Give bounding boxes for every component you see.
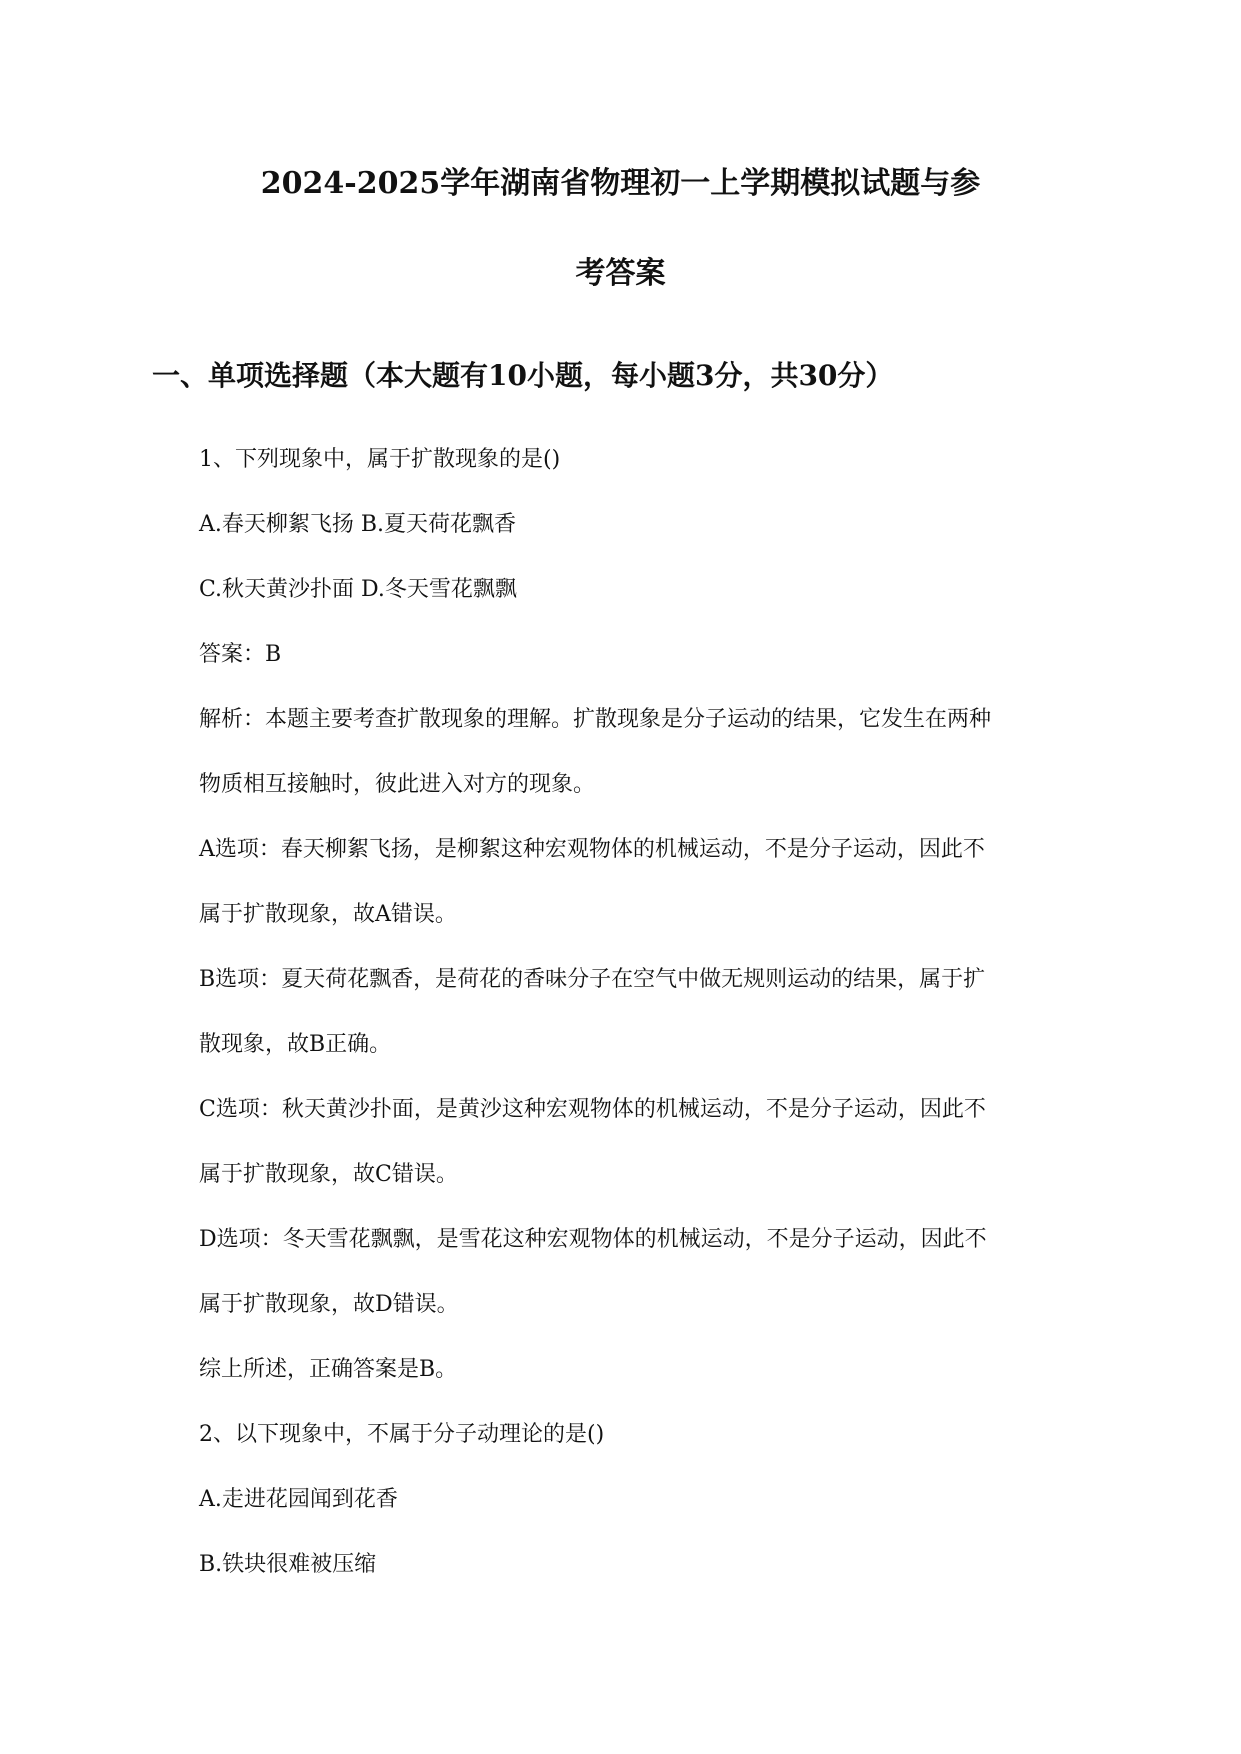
section-heading: 一、单项选择题（本大题有10小题，每小题3分，共30分）	[152, 359, 894, 392]
question-1-analysis-line: C选项：秋天黄沙扑面，是黄沙这种宏观物体的机械运动，不是分子运动，因此不	[199, 1097, 986, 1122]
question-1-analysis-line: A选项：春天柳絮飞扬，是柳絮这种宏观物体的机械运动，不是分子运动，因此不	[199, 837, 985, 862]
question-1-stem: 1、下列现象中，属于扩散现象的是()	[199, 447, 561, 472]
question-1-analysis-line: 属于扩散现象，故C错误。	[199, 1162, 458, 1187]
question-1-options-ab: A.春天柳絮飞扬 B.夏天荷花飘香	[199, 512, 517, 537]
question-1-analysis-line: B选项：夏天荷花飘香，是荷花的香味分子在空气中做无规则运动的结果，属于扩	[199, 967, 986, 992]
question-1-answer: 答案：B	[199, 642, 282, 667]
question-1-options-cd: C.秋天黄沙扑面 D.冬天雪花飘飘	[199, 577, 517, 602]
question-1-analysis-line: D选项：冬天雪花飘飘，是雪花这种宏观物体的机械运动，不是分子运动，因此不	[199, 1227, 987, 1252]
question-1-analysis-line: 物质相互接触时，彼此进入对方的现象。	[199, 772, 596, 797]
question-1-analysis-line: 属于扩散现象，故D错误。	[199, 1292, 459, 1317]
document-title-line-2: 考答案	[575, 256, 666, 291]
question-2-option-b: B.铁块很难被压缩	[199, 1552, 377, 1577]
document-title-line-1: 2024-2025学年湖南省物理初一上学期模拟试题与参	[260, 166, 981, 201]
question-1-analysis-line: 解析：本题主要考查扩散现象的理解。扩散现象是分子运动的结果，它发生在两种	[199, 707, 992, 732]
question-1-conclusion: 综上所述，正确答案是B。	[199, 1357, 458, 1382]
question-1-analysis-line: 属于扩散现象，故A错误。	[199, 902, 457, 927]
question-2-option-a: A.走进花园闻到花香	[199, 1487, 398, 1512]
question-2-stem: 2、以下现象中，不属于分子动理论的是()	[199, 1422, 605, 1447]
question-1-analysis-line: 散现象，故B正确。	[199, 1032, 392, 1057]
